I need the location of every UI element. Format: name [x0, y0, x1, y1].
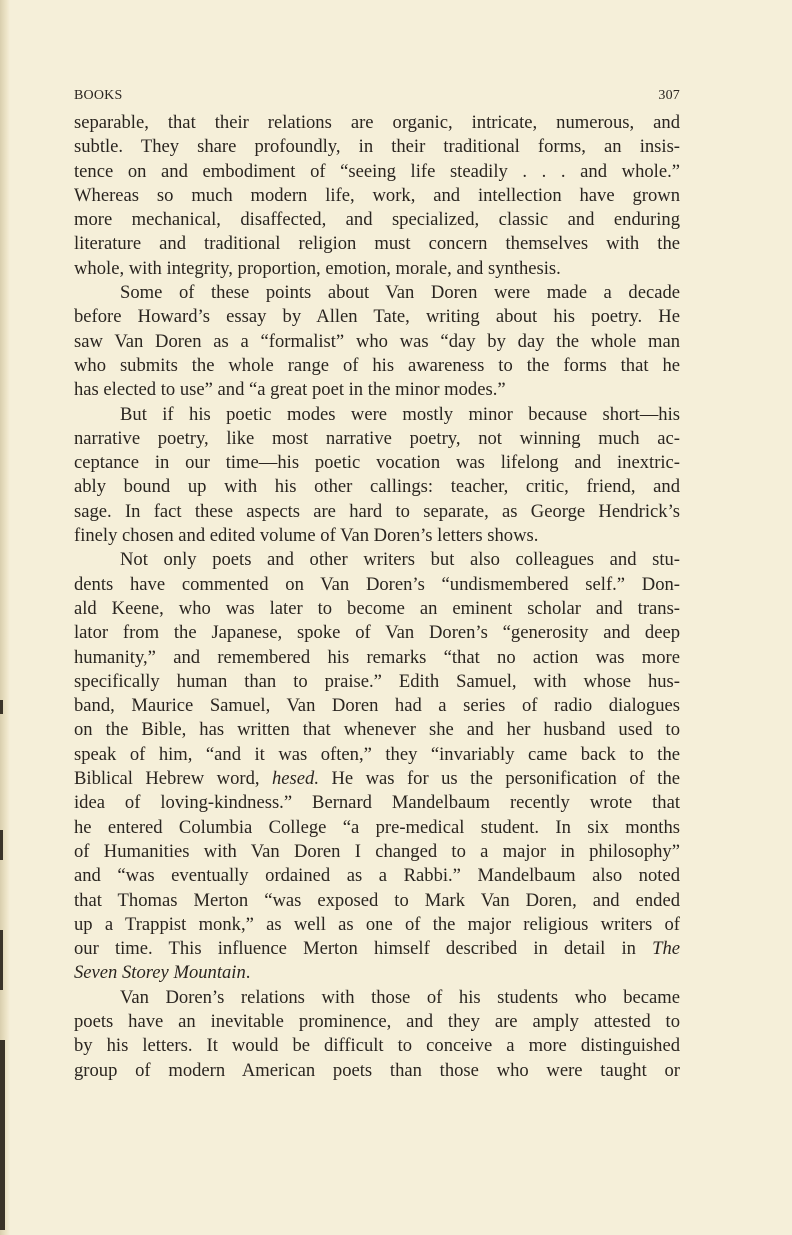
text-line: and “was eventually ordained as a Rabbi.” Mandelbaum also noted	[74, 865, 680, 887]
text-line: ald Keene, who was later to become an eminent scholar and trans-	[74, 597, 680, 619]
text-line: up a Trappist monk,” as well as one of the major religious writers of	[74, 913, 680, 935]
text-line: specifically human than to praise.” Edith Samuel, with whose hus-	[74, 670, 680, 692]
text-line: ably bound up with his other callings: teacher, critic, friend, and	[74, 476, 680, 498]
text-line: separable, that their relations are organic, intricate, numerous, and	[74, 112, 680, 133]
text-line: Seven Storey Mountain.	[74, 962, 251, 984]
text-line: band, Maurice Samuel, Van Doren had a series of radio dialogues	[74, 695, 680, 717]
text-line: who submits the whole range of his awareness to the forms that he	[74, 354, 680, 376]
text-line: speak of him, “and it was often,” they “invariably came back to the	[74, 743, 680, 765]
paragraph	[74, 281, 680, 402]
text-line: Whereas so much modern life, work, and intellection have grown	[74, 184, 680, 206]
text-line: ceptance in our time—his poetic vocation was lifelong and inextric-	[74, 452, 680, 474]
italic-title: hesed.	[272, 768, 319, 790]
text-line: subtle. They share profoundly, in their traditional forms, an insis-	[74, 136, 680, 158]
text-line: before Howard’s essay by Allen Tate, writing about his poetry. He	[74, 306, 680, 328]
paragraph	[74, 111, 680, 281]
text-line: Biblical Hebrew word, hesed. He was for us the personification of the	[74, 768, 680, 790]
text-line: sage. In fact these aspects are hard to separate, as George Hendrick’s	[74, 500, 680, 522]
text-line: he entered Columbia College “a pre-medical student. In six months	[74, 816, 680, 838]
scan-mark	[0, 1040, 5, 1230]
text-line: of Humanities with Van Doren I changed to a major in philosophy”	[74, 840, 680, 862]
italic-title: Seven Storey Mountain	[74, 962, 246, 984]
text-line: has elected to use” and “a great poet in the minor modes.”	[74, 379, 506, 401]
paragraph	[74, 548, 680, 985]
running-head: BOOKS	[74, 88, 123, 103]
scan-mark	[0, 930, 3, 990]
body-text	[74, 111, 680, 1083]
text-line: more mechanical, disaffected, and specialized, classic and enduring	[74, 209, 680, 231]
page-number: 307	[658, 88, 680, 103]
text-line: tence on and embodiment of “seeing life steadily . . . and whole.”	[74, 160, 680, 182]
text-line: on the Bible, has written that whenever she and her husband used to	[74, 719, 680, 741]
paragraph	[74, 403, 680, 549]
text-line: dents have commented on Van Doren’s “undismembered self.” Don-	[74, 573, 680, 595]
text-line: saw Van Doren as a “formalist” who was “day by day the whole man	[74, 330, 680, 352]
paragraph	[74, 986, 680, 1083]
scan-mark	[0, 700, 3, 714]
text-line: But if his poetic modes were mostly minor because short—his	[120, 403, 680, 425]
text-line: Not only poets and other writers but also colleagues and stu-	[120, 549, 680, 571]
text-line: by his letters. It would be difficult to conceive a more distinguished	[74, 1035, 680, 1057]
text-line: narrative poetry, like most narrative poetry, not winning much ac-	[74, 427, 680, 449]
scan-mark	[0, 830, 3, 860]
text-line: poets have an inevitable prominence, and they are amply attested to	[74, 1010, 680, 1032]
text-line: idea of loving-kindness.” Bernard Mandelbaum recently wrote that	[74, 792, 680, 814]
text-line: whole, with integrity, proportion, emotion, morale, and synthesis.	[74, 257, 561, 279]
italic-title: The	[652, 938, 680, 960]
text-line: Some of these points about Van Doren were made a decade	[120, 282, 680, 304]
text-line: lator from the Japanese, spoke of Van Doren’s “generosity and deep	[74, 622, 680, 644]
text-line: humanity,” and remembered his remarks “that no action was more	[74, 646, 680, 668]
text-line: Van Doren’s relations with those of his students who became	[120, 986, 680, 1008]
text-line: finely chosen and edited volume of Van Doren’s letters shows.	[74, 525, 539, 547]
text-line: our time. This influence Merton himself described in detail in The	[74, 938, 680, 960]
text-line: group of modern American poets than those who were taught or	[74, 1059, 680, 1081]
text-line: literature and traditional religion must concern themselves with the	[74, 233, 680, 255]
text-line: that Thomas Merton “was exposed to Mark Van Doren, and ended	[74, 889, 680, 911]
